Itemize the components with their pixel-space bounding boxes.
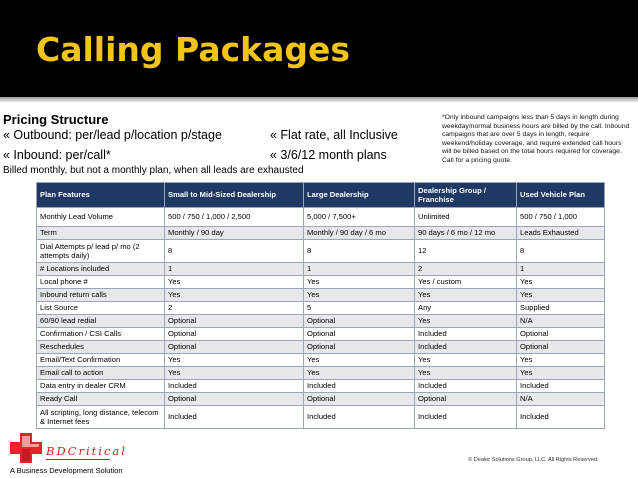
table-cell: Yes — [517, 354, 605, 367]
pricing-heading: Pricing Structure — [3, 112, 109, 127]
table-cell: Reschedules — [37, 341, 165, 354]
table-cell: Optional — [304, 393, 415, 406]
table-cell: Yes — [517, 276, 605, 289]
table-cell: Supplied — [517, 302, 605, 315]
table-cell: Data entry in dealer CRM — [37, 380, 165, 393]
table-row — [37, 302, 605, 315]
table-row — [37, 367, 605, 380]
table-header-row — [37, 183, 605, 208]
table-cell: Leads Exhausted — [517, 227, 605, 240]
brand-tagline: A Business Development Solution — [10, 466, 123, 475]
table-row — [37, 315, 605, 328]
table-cell: # Locations included — [37, 263, 165, 276]
month-plans-note: « 3/6/12 month plans — [270, 148, 387, 162]
table-row — [37, 406, 605, 429]
table-row — [37, 263, 605, 276]
table-cell: Yes — [415, 315, 517, 328]
table-cell: Optional — [517, 341, 605, 354]
table-cell: 8 — [165, 240, 304, 263]
table-cell: Included — [304, 380, 415, 393]
table-row — [37, 208, 605, 227]
red-cross-logo-icon — [10, 433, 42, 463]
table-cell: Any — [415, 302, 517, 315]
table-cell: Local phone # — [37, 276, 165, 289]
copyright-notice: © Dealer Solutions Group, LLC. All Rights Reserved. — [468, 457, 599, 463]
table-row — [37, 328, 605, 341]
table-cell: Yes — [415, 367, 517, 380]
table-cell: Included — [415, 380, 517, 393]
table-cell: Yes — [304, 367, 415, 380]
table-row — [37, 354, 605, 367]
table-cell: Included — [165, 380, 304, 393]
inbound-footnote: *Only inbound campaigns less than 5 days in length during weekday/normal business hours are billed by the call. Inbound campaigns that are over 5 days in length, require weekend/holiday coverage, and require extended call hours will be billed based on the total hours required for coverage. Call for a pricing quote. — [442, 114, 630, 164]
table-cell: Monthly / 90 day — [165, 227, 304, 240]
table-cell: Inbound return calls — [37, 289, 165, 302]
table-cell: Optional — [304, 341, 415, 354]
table-cell: Yes — [304, 289, 415, 302]
table-cell: Yes — [415, 289, 517, 302]
column-header: Plan Features — [37, 183, 165, 208]
table-cell: 90 days / 6 mo / 12 mo — [415, 227, 517, 240]
table-cell: Yes — [165, 289, 304, 302]
banner-shadow — [0, 97, 638, 103]
table-cell: Yes — [517, 367, 605, 380]
table-cell: Unlimited — [415, 208, 517, 227]
table-cell: Yes — [165, 367, 304, 380]
table-cell: Optional — [304, 315, 415, 328]
table-cell: Included — [517, 406, 605, 429]
column-header: Used Vehicle Plan — [517, 183, 605, 208]
table-cell: Optional — [165, 393, 304, 406]
table-cell: Included — [415, 328, 517, 341]
billed-monthly-note: Billed monthly, but not a monthly plan, when all leads are exhausted — [3, 165, 304, 176]
table-cell: Yes / custom — [415, 276, 517, 289]
table-cell: N/A — [517, 315, 605, 328]
table-cell: Included — [165, 406, 304, 429]
table-cell: Yes — [304, 276, 415, 289]
table-cell: Email call to action — [37, 367, 165, 380]
table-cell: Dial Attempts p/ lead p/ mo (2 attempts daily) — [37, 240, 165, 263]
packages-table — [36, 182, 605, 429]
table-cell: Optional — [165, 341, 304, 354]
table-cell: 60/90 lead redial — [37, 315, 165, 328]
table-cell: 500 / 750 / 1,000 / 2,500 — [165, 208, 304, 227]
table-cell: Included — [304, 406, 415, 429]
flat-rate-note: « Flat rate, all Inclusive — [270, 128, 398, 142]
table-cell: Included — [415, 406, 517, 429]
brand-underline — [46, 459, 110, 460]
table-cell: 5 — [304, 302, 415, 315]
title-banner — [0, 0, 638, 97]
table-cell: Ready Call — [37, 393, 165, 406]
table-cell: Yes — [165, 276, 304, 289]
table-cell: All scripting, long distance, telecom & Internet fees — [37, 406, 165, 429]
table-cell: 8 — [304, 240, 415, 263]
table-cell: 8 — [517, 240, 605, 263]
table-cell: 5,000 / 7,500+ — [304, 208, 415, 227]
table-cell: Optional — [165, 328, 304, 341]
table-cell: 500 / 750 / 1,000 — [517, 208, 605, 227]
table-cell: Optional — [415, 393, 517, 406]
table-cell: 1 — [304, 263, 415, 276]
table-row — [37, 341, 605, 354]
table-cell: Confirmation / CSI Calls — [37, 328, 165, 341]
table-cell: Optional — [517, 328, 605, 341]
inbound-pricing: « Inbound: per/call* — [3, 148, 111, 162]
table-cell: Yes — [304, 354, 415, 367]
table-cell: Yes — [415, 354, 517, 367]
column-header: Dealership Group / Franchise — [415, 183, 517, 208]
table-cell: Term — [37, 227, 165, 240]
table-cell: Included — [517, 380, 605, 393]
column-header: Small to Mid-Sized Dealership — [165, 183, 304, 208]
table-cell: Yes — [165, 354, 304, 367]
table-cell: Email/Text Confirmation — [37, 354, 165, 367]
table-cell: 12 — [415, 240, 517, 263]
slide-title: Calling Packages — [36, 30, 351, 69]
brand-name: BDCritical — [46, 444, 127, 458]
table-cell: N/A — [517, 393, 605, 406]
table-row — [37, 289, 605, 302]
table-cell: Optional — [165, 315, 304, 328]
table-cell: 2 — [415, 263, 517, 276]
table-cell: 2 — [165, 302, 304, 315]
column-header: Large Dealership — [304, 183, 415, 208]
table-cell: Monthly Lead Volume — [37, 208, 165, 227]
table-cell: 1 — [517, 263, 605, 276]
outbound-pricing: « Outbound: per/lead p/location p/stage — [3, 128, 222, 142]
table-cell: Optional — [304, 328, 415, 341]
table-row — [37, 276, 605, 289]
table-row — [37, 393, 605, 406]
table-row — [37, 380, 605, 393]
table-cell: Monthly / 90 day / 6 mo — [304, 227, 415, 240]
table-cell: Yes — [517, 289, 605, 302]
table-cell: Included — [415, 341, 517, 354]
table-row — [37, 240, 605, 263]
table-row — [37, 227, 605, 240]
table-cell: List Source — [37, 302, 165, 315]
table-cell: 1 — [165, 263, 304, 276]
